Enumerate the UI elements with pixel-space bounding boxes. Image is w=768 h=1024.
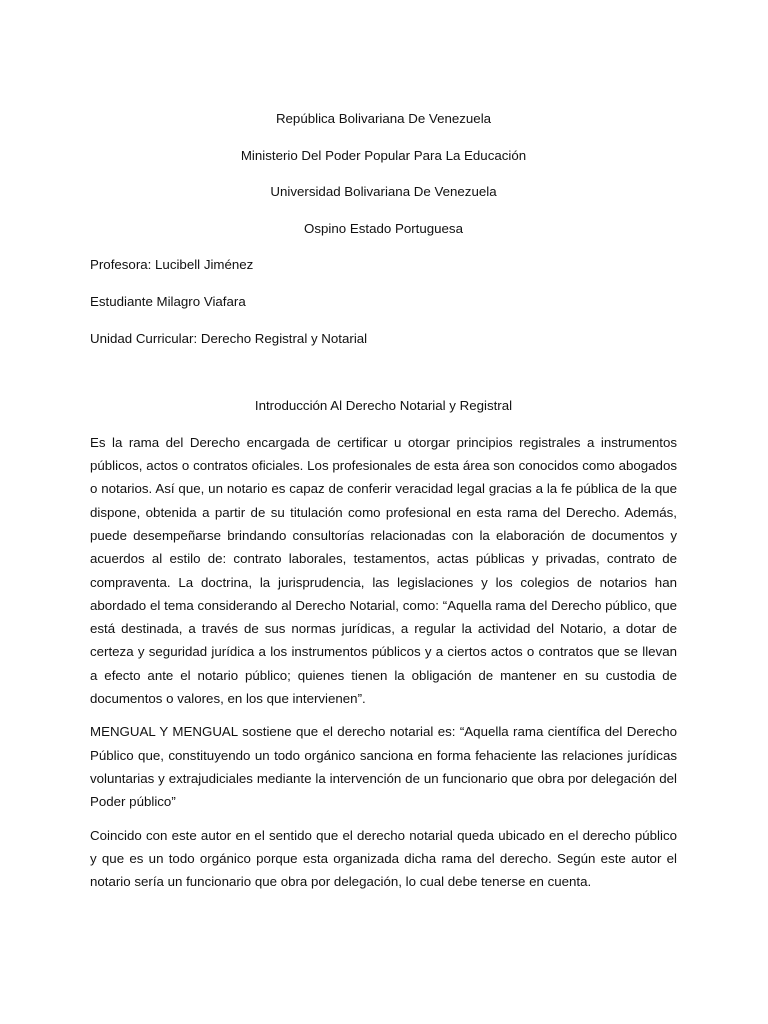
header-republic: República Bolivariana De Venezuela	[275, 111, 492, 126]
document-content	[90, 107, 677, 903]
header-university: Universidad Bolivariana De Venezuela	[270, 184, 497, 200]
professor-line: Profesora: Lucibell Jiménez	[90, 257, 254, 273]
course-unit-line: Unidad Curricular: Derecho Registral y Notarial	[90, 330, 368, 346]
section-title: Introducción Al Derecho Notarial y Registral	[254, 398, 513, 414]
header-ministry: Ministerio Del Poder Popular Para La Educación	[240, 147, 527, 163]
spacer	[90, 363, 677, 394]
header-location: Ospino Estado Portuguesa	[304, 220, 463, 236]
paragraph-intro: Es la rama del Derecho encargada de certificar u otorgar principios registrales a instrumentos públicos, actos o contratos oficiales. Los profesionales de esta área son conocidos como abogados o notarios. Así que, un notario es capaz de conferir veracidad legal gracias a la fe pública de la que dispone, obtenida a partir de su titulación como profesional en esta rama del Derecho. Además, puede desempeñarse brindando consultorías relacionadas con la elaboración de documentos y acuerdos al estilo de: contrato laborales, testamentos, actas públicas y privadas, contrato de compraventa. La doctrina, la jurisprudencia, las legislaciones y los colegios de notarios han abordado el tema considerando al Derecho Notarial, como: “Aquella rama del Derecho público, que está destinada, a través de sus normas jurídicas, a regular la actividad del Notario, a dotar de certeza y seguridad jurídica a los instrumentos públicos y a ciertos actos o contratos que se llevan a efecto ante el notario público; quienes tienen la obligación de mantener en su custodia de documentos o valores, en los que intervienen”.	[90, 434, 677, 707]
student-line: Estudiante Milagro Viafara	[90, 293, 246, 309]
paragraph-mengual: MENGUAL Y MENGUAL sostiene que el derecho notarial es: “Aquella rama científica del Derecho Público que, constituyendo un todo orgánico sanciona en forma fehaciente las relaciones jurídicas voluntarias y extrajudiciales mediante la intervención de un funcionario que obra por delegación del Poder público”	[90, 724, 677, 810]
paragraph-opinion: Coincido con este autor en el sentido que el derecho notarial queda ubicado en el derecho público y que es un todo orgánico porque esta organizada dicha rama del derecho. Según este autor el notario sería un funcionario que obra por delegación, lo cual debe tenerse en cuenta.	[90, 827, 677, 890]
